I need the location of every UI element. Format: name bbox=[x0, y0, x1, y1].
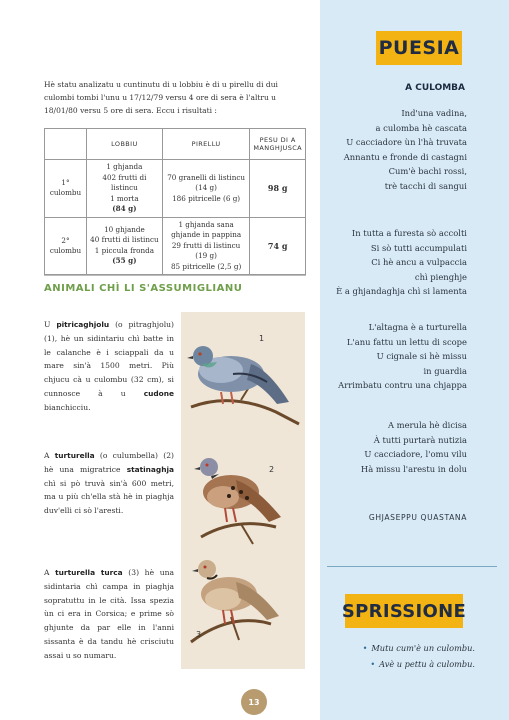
table-row-label bbox=[45, 217, 87, 275]
row-label-text: culombu bbox=[49, 188, 82, 198]
species-name: turturella turca bbox=[55, 568, 123, 577]
poem-stanza-2 bbox=[330, 226, 467, 299]
expression-text: Avè u pettu à culombu. bbox=[379, 659, 475, 669]
poem-line: Hà missu l'arestu in dolu bbox=[360, 463, 467, 474]
poem-line: trè tacchi di sangui bbox=[384, 180, 467, 191]
table-header-row bbox=[45, 129, 306, 160]
bird-number-3: 3 bbox=[196, 630, 202, 639]
poem-author: GHJASEPPU QUASTANA bbox=[368, 513, 467, 522]
para-text: (o pitraghjolu) (1), hè un sidintariu chì batte in le calanche è i sciappali da u mare sin'à 1500 metri. Più chjucu cà u culombu (32 cm), si cunnosce à u bbox=[44, 320, 174, 398]
poem-line: U cacciadore, l'omu vilu bbox=[364, 449, 467, 460]
row-label-text: culombu bbox=[49, 245, 82, 255]
page-number-badge: 13 bbox=[241, 689, 267, 715]
cell-line: ghjande in pappina bbox=[171, 230, 242, 239]
table-header-lobbiu: LOBBIU bbox=[86, 129, 162, 160]
poem-line: L'altagna è a turturella bbox=[368, 322, 467, 332]
poem-title: A CULOMBA bbox=[405, 83, 465, 93]
table-row-label bbox=[45, 160, 87, 218]
cell-line: 40 frutti di listincu bbox=[90, 235, 159, 245]
cell-line: 1 morta bbox=[110, 193, 139, 203]
poem-line: Si sò tutti accumpulati bbox=[370, 242, 467, 253]
row-label-number: 2° bbox=[61, 235, 70, 245]
para-text: (3) hè una sidintaria chì campa in piaghja sopratuttu in le cità. Issa spezia ùn ci era in Corsica; e prime sò ghjunte da par elle in l'anni sissanta è da tandu hè crisciutu assai u so numaru. bbox=[44, 568, 175, 660]
list-item bbox=[335, 656, 475, 672]
poem-stanza-4 bbox=[330, 418, 467, 476]
poem-line: in guardia bbox=[423, 365, 467, 376]
analysis-table bbox=[44, 128, 306, 275]
table-row bbox=[45, 217, 306, 275]
expression-text: Mutu cum'è un culombu. bbox=[371, 643, 475, 653]
poem-line: chì pienghje bbox=[414, 271, 467, 282]
para-text: chì si pò truvà sin'à 600 metri, ma u più ch'ella stà hè in piaghja duv'elli ci sò l'aresti. bbox=[44, 478, 174, 516]
para-prefix: U bbox=[44, 320, 57, 329]
sidebar-divider bbox=[327, 566, 497, 567]
poem-line: a culomba hè cascata bbox=[375, 122, 467, 133]
para-text: (o culumbella) (2) hè una migratrice bbox=[44, 451, 174, 474]
cell-line: (14 g) bbox=[195, 183, 217, 192]
cell-line: 402 frutti di listincu bbox=[102, 172, 147, 192]
bullet-icon: • bbox=[370, 659, 376, 669]
table-cell-pirellu bbox=[162, 160, 250, 218]
table-cell-lobbiu bbox=[86, 217, 162, 275]
table-cell-lobbiu bbox=[86, 160, 162, 218]
table-header-empty bbox=[45, 129, 87, 160]
para-prefix: A bbox=[44, 568, 56, 577]
cell-line: 186 pitricelle (6 g) bbox=[172, 193, 241, 203]
cell-line: 10 ghjande bbox=[104, 224, 145, 234]
poem-line: L'anu fattu un lettu di scope bbox=[346, 336, 467, 347]
term-cudone: cudone bbox=[143, 388, 174, 398]
table-header-pirellu: PIRELLU bbox=[162, 129, 250, 160]
cell-line: 1 ghjanda bbox=[106, 162, 143, 171]
turtle-dove-image bbox=[194, 458, 281, 522]
cell-line: 70 granelli di listincu bbox=[167, 172, 245, 182]
cell-line: 29 frutti di listincu (19 g) bbox=[171, 240, 241, 260]
poem-line: Ind'una vadina, bbox=[401, 108, 467, 118]
poem-line: Annantu e fronde di castagni bbox=[343, 151, 467, 162]
table-row bbox=[45, 160, 306, 218]
poem-line: Cum'è bachi rossi, bbox=[388, 166, 467, 177]
bird-number-1: 1 bbox=[259, 334, 265, 343]
bird-number-2: 2 bbox=[269, 465, 275, 474]
poem-stanza-1 bbox=[330, 106, 467, 194]
poem-line: U cignale si hè missu bbox=[376, 351, 467, 362]
birds-drawing bbox=[181, 312, 305, 669]
collared-dove-image bbox=[192, 560, 279, 624]
poem-line: È a ghjandaghja chì si lamenta bbox=[336, 286, 467, 297]
poem-line: In tutta a furesta sò accolti bbox=[351, 228, 467, 238]
puesia-header: PUESIA bbox=[376, 31, 462, 65]
bullet-icon: • bbox=[362, 643, 368, 653]
paragraph-turturella-turca bbox=[44, 566, 174, 663]
sprissione-header: SPRISSIONE bbox=[345, 594, 463, 628]
cell-line: 85 pitricelle (2,5 g) bbox=[170, 261, 242, 271]
term-statinaghja: statinaghja bbox=[126, 464, 174, 474]
list-item bbox=[335, 640, 475, 656]
intro-paragraph: Hè statu analizatu u cuntinutu di u lobbiu è di u pirellu di dui culombi tombi l'unu u 17/12/79 versu 4 ore di sera è l'altru u 18/01/80 versu 5 ore di sera. Eccu i risultati : bbox=[44, 80, 278, 115]
poem-line: Arrimbatu contru una chjappa bbox=[338, 380, 467, 391]
row-label-number: 1° bbox=[61, 178, 70, 188]
table-cell-pirellu bbox=[162, 217, 250, 275]
poem-line: Ci hè ancu a vulpaccia bbox=[371, 257, 467, 268]
cell-weight: (55 g) bbox=[112, 256, 137, 266]
cell-weight: (84 g) bbox=[112, 204, 137, 213]
poem-line: A merula hè dicisa bbox=[387, 420, 467, 430]
section-title: ANIMALI CHÌ LI S'ASSUMIGLIANU bbox=[44, 283, 243, 294]
table-cell-pesu: 74 g bbox=[250, 217, 306, 275]
rock-dove-image bbox=[187, 346, 289, 404]
expressions-list bbox=[335, 640, 475, 672]
birds-illustration bbox=[181, 312, 305, 669]
species-name: turturella bbox=[54, 451, 95, 460]
paragraph-turturella bbox=[44, 449, 174, 518]
para-text: bianchicciu. bbox=[44, 402, 91, 412]
table-cell-pesu: 98 g bbox=[250, 160, 306, 218]
cell-line: 1 ghjanda sana bbox=[178, 219, 234, 229]
species-name: pitricaghjolu bbox=[56, 320, 110, 329]
paragraph-pitricaghjolu bbox=[44, 318, 174, 415]
poem-line: À tutti purtarà nutizia bbox=[373, 434, 467, 445]
cell-line: 1 piccula fronda bbox=[94, 245, 155, 255]
poem-stanza-3 bbox=[330, 320, 467, 393]
section-divider bbox=[44, 275, 306, 276]
poem-line: U cacciadore ùn l'hà truvata bbox=[346, 137, 467, 148]
table-header-pesu: PESU DI A MANGHJUSCA bbox=[250, 129, 306, 160]
para-prefix: A bbox=[44, 451, 55, 460]
